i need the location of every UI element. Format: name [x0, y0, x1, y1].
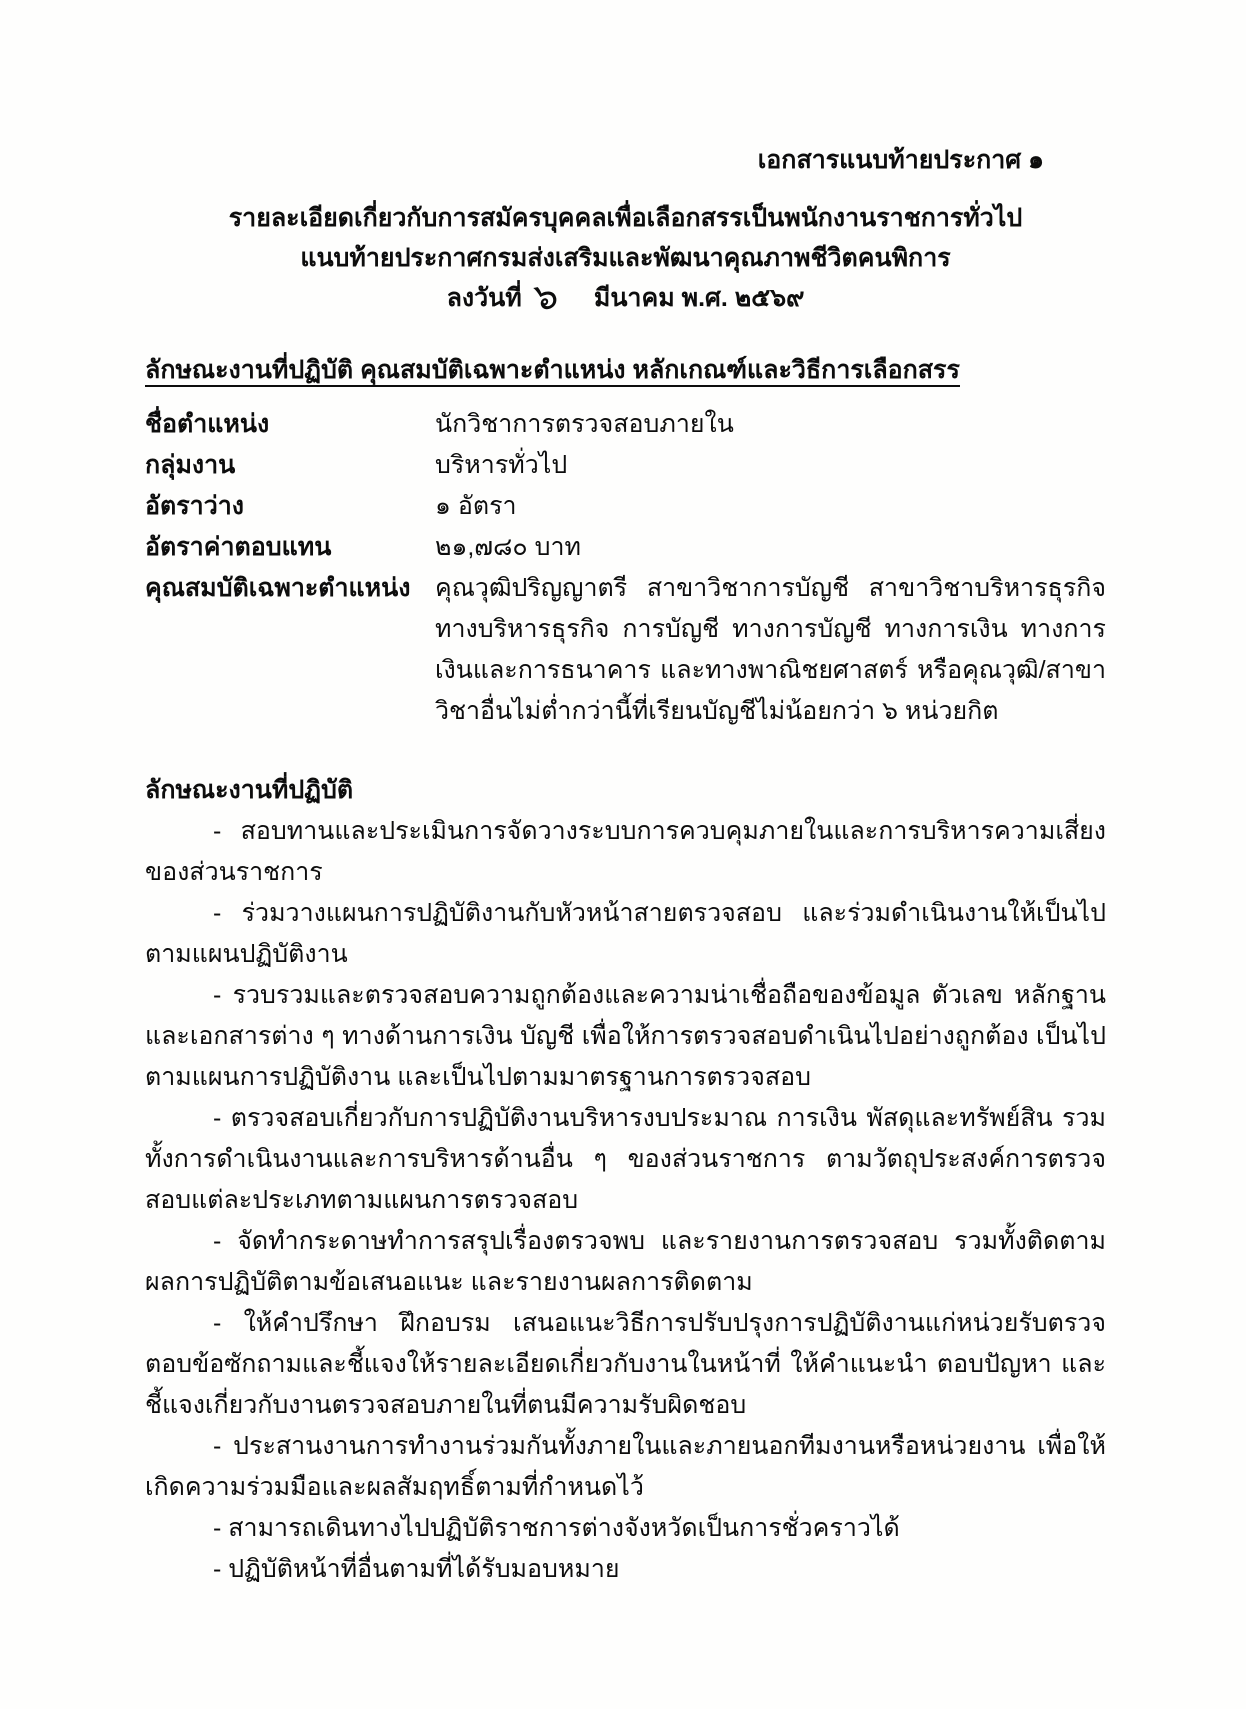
field-label: ชื่อตำแหน่ง	[145, 410, 270, 438]
handwritten-day-numeral: ๖	[531, 273, 560, 321]
field-row	[145, 445, 1106, 486]
duty-item: - สอบทานและประเมินการจัดวางระบบการควบคุมภายในและการบริหารความเสี่ยงของส่วนราชการ	[145, 817, 1106, 886]
doc-title-line-1: รายละเอียดเกี่ยวกับการสมัครบุคคลเพื่อเลือกสรรเป็นพนักงานราชการทั่วไป	[228, 204, 1023, 232]
field-row	[145, 404, 1106, 445]
field-value: ๒๑,๗๘๐ บาท	[435, 533, 581, 561]
field-value: ๑ อัตรา	[435, 492, 517, 520]
doc-date-line	[145, 273, 1106, 321]
duty-item: - ตรวจสอบเกี่ยวกับการปฏิบัติงานบริหารงบประมาณ การเงิน พัสดุและทรัพย์สิน รวมทั้งการดำเนินงานและการบริหารด้านอื่น ๆ ของส่วนราชการ ตามวัตถุประสงค์การตรวจสอบแต่ละประเภทตามแผนการตรวจสอบ	[145, 1104, 1106, 1214]
field-label: อัตราว่าง	[145, 492, 244, 520]
main-section-heading	[145, 350, 1106, 390]
field-row	[145, 486, 1106, 527]
date-prefix: ลงวันที่	[446, 284, 522, 312]
corner-note: เอกสารแนบท้ายประกาศ ๑	[757, 146, 1044, 174]
duties-heading: ลักษณะงานที่ปฏิบัติ	[145, 776, 354, 804]
field-row	[145, 527, 1106, 568]
main-section-heading-text: ลักษณะงานที่ปฏิบัติ คุณสมบัติเฉพาะตำแหน่ง หลักเกณฑ์และวิธีการเลือกสรร	[145, 356, 960, 387]
duty-item: - ปฏิบัติหน้าที่อื่นตามที่ได้รับมอบหมาย	[213, 1555, 620, 1583]
field-value: บริหารทั่วไป	[435, 451, 568, 479]
duties-list	[145, 811, 1106, 1590]
field-row	[145, 568, 1106, 732]
duty-item: - ประสานงานการทำงานร่วมกันทั้งภายในและภายนอกทีมงานหรือหน่วยงาน เพื่อให้เกิดความร่วมมือและผลสัมฤทธิ์ตามที่กำหนดไว้	[145, 1432, 1106, 1501]
field-label: อัตราค่าตอบแทน	[145, 533, 332, 561]
duty-item: - สามารถเดินทางไปปฏิบัติราชการต่างจังหวัดเป็นการชั่วคราวได้	[213, 1514, 900, 1542]
duty-item: - ร่วมวางแผนการปฏิบัติงานกับหัวหน้าสายตรวจสอบ และร่วมดำเนินงานให้เป็นไปตามแผนปฏิบัติงาน	[145, 899, 1106, 968]
duty-item: - จัดทำกระดาษทำการสรุปเรื่องตรวจพบ และรายงานการตรวจสอบ รวมทั้งติดตามผลการปฏิบัติตามข้อเสนอแนะ และรายงานผลการติดตาม	[145, 1227, 1106, 1296]
date-suffix: มีนาคม พ.ศ. ๒๕๖๙	[593, 284, 805, 312]
field-label: กลุ่มงาน	[145, 451, 236, 479]
field-value: คุณวุฒิปริญญาตรี สาขาวิชาการบัญชี สาขาวิชาบริหารธุรกิจ ทางบริหารธุรกิจ การบัญชี ทางการบัญชี ทางการเงิน ทางการเงินและการธนาคาร และทางพาณิชยศาสตร์ หรือคุณวุฒิ/สาขาวิชาอื่นไม่ต่ำกว่านี้ที่เรียนบัญชีไม่น้อยกว่า ๖ หน่วยกิต	[435, 574, 1106, 725]
duty-item: - ให้คำปรึกษา ฝึกอบรม เสนอแนะวิธีการปรับปรุงการปฏิบัติงานแก่หน่วยรับตรวจ ตอบข้อซักถามและชี้แจงให้รายละเอียดเกี่ยวกับงานในหน้าที่ ให้คำแนะนำ ตอบปัญหา และชี้แจงเกี่ยวกับงานตรวจสอบภายในที่ตนมีความรับผิดชอบ	[145, 1309, 1106, 1419]
field-value: นักวิชาการตรวจสอบภายใน	[435, 410, 734, 438]
position-fields	[145, 404, 1106, 732]
field-label: คุณสมบัติเฉพาะตำแหน่ง	[145, 574, 411, 602]
doc-title-line-2: แนบท้ายประกาศกรมส่งเสริมและพัฒนาคุณภาพชีวิตคนพิการ	[300, 244, 951, 272]
duty-item: - รวบรวมและตรวจสอบความถูกต้องและความน่าเชื่อถือของข้อมูล ตัวเลข หลักฐาน และเอกสารต่าง ๆ ทางด้านการเงิน บัญชี เพื่อให้การตรวจสอบดำเนินไปอย่างถูกต้อง เป็นไปตามแผนการปฏิบัติงาน และเป็นไปตามมาตรฐานการตรวจสอบ	[145, 981, 1106, 1091]
